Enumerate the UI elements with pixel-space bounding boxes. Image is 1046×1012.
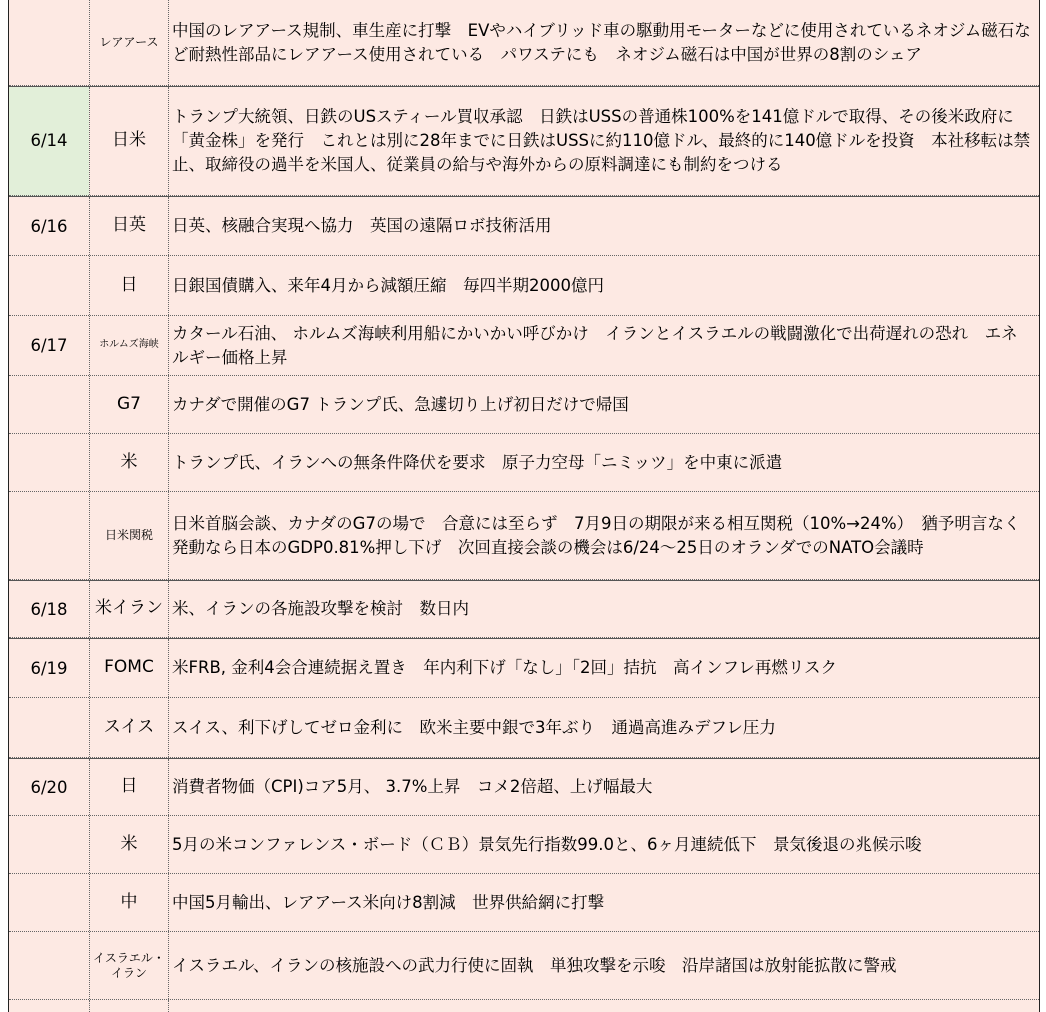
date-label: 6/14 bbox=[30, 131, 68, 150]
news-cell: 中国のレアアース規制、車生産に打撃 EVやハイブリッド車の駆動用モーターなどに使用されているネオジム磁石など耐熱性部品にレアアース使用されている パワステにも ネオジム磁石は中国が世界の8割のシェア bbox=[172, 20, 1031, 64]
category-cell: G7 bbox=[89, 376, 169, 433]
category-cell: 日 bbox=[89, 256, 169, 315]
table-row bbox=[9, 0, 1039, 86]
table-row bbox=[9, 932, 1039, 1000]
category-cell: 米 bbox=[89, 434, 169, 491]
date-label: 6/16 bbox=[30, 217, 68, 236]
news-cell: 中国5月輸出、レアアース米向け8割減 世界供給網に打撃 bbox=[172, 892, 605, 912]
category-cell: FOMC bbox=[89, 639, 169, 697]
category-cell: スイス bbox=[89, 698, 169, 757]
category-cell: 日米 bbox=[89, 87, 169, 195]
table-row bbox=[9, 256, 1039, 316]
table-row bbox=[9, 434, 1039, 492]
category-cell: レアアース bbox=[89, 0, 169, 85]
news-cell: カタール石油、 ホルムズ海峡利用船にかいかい呼びかけ イランとイスラエルの戦闘激化で出荷遅れの恐れ エネルギー価格上昇 bbox=[172, 323, 1018, 367]
news-cell: イスラエル、イランの核施設への武力行使に固執 単独攻撃を示唆 沿岸諸国は放射能拡散に警戒 bbox=[172, 955, 897, 975]
category-cell-empty bbox=[89, 1000, 169, 1012]
category-cell: 日英 bbox=[89, 197, 169, 255]
table-row bbox=[9, 86, 1039, 196]
news-cell: 米FRB, 金利4会合連続据え置き 年内利下げ「なし」「2回」拮抗 高インフレ再燃リスク bbox=[172, 658, 838, 677]
news-cell: 5月の米コンファレンス・ボード（ＣＢ）景気先行指数99.0と、6ヶ月連続低下 景気後退の兆候示唆 bbox=[172, 834, 922, 854]
news-cell: トランプ氏、イランへの無条件降伏を要求 原子力空母「ニミッツ」を中東に派遣 bbox=[172, 452, 783, 472]
table-row bbox=[9, 698, 1039, 758]
news-cell: 日銀国債購入、来年4月から減額圧縮 毎四半期2000億円 bbox=[172, 275, 604, 295]
table-row bbox=[9, 638, 1039, 698]
table-row bbox=[9, 196, 1039, 256]
news-cell: 消費者物価（CPI)コア5月、 3.7%上昇 コメ2倍超、上げ幅最大 bbox=[172, 777, 653, 796]
news-cell: 日英、核融合実現へ協力 英国の遠隔ロボ技術活用 bbox=[172, 216, 552, 235]
news-cell: 日米首脳会談、カナダのG7の場で 合意には至らず 7月9日の期限が来る相互関税（10%→24%） 猶予明言なく 発動なら日本のGDP0.81%押し下げ 次回直接会談の機会は6/24～25日のオランダでのNATO会議時 bbox=[172, 513, 1037, 557]
table-row bbox=[9, 376, 1039, 434]
date-label: 6/19 bbox=[30, 659, 68, 678]
date-label: 6/18 bbox=[30, 600, 68, 619]
table-row bbox=[9, 492, 1039, 580]
category-cell: ホルムズ海峡 bbox=[89, 316, 169, 375]
news-cell: カナダで開催のG7 トランプ氏、急遽切り上げ初日だけで帰国 bbox=[172, 394, 629, 414]
table-row bbox=[9, 816, 1039, 874]
category-cell: 中 bbox=[89, 874, 169, 931]
category-cell: 日 bbox=[89, 759, 169, 815]
category-cell: 米イラン bbox=[89, 581, 169, 637]
table-row bbox=[9, 874, 1039, 932]
news-cell: トランプ大統領、日鉄のUSスティール買収承認 日鉄はUSSの普通株100%を141億ドルで取得、その後米政府に「黄金株」を発行 これとは別に28年までに日鉄はUSSに約110億ドル、最終的に140億ドルを投資 本社移転は禁止、取締役の過半を米国人、従業員の給与や海外からの原料調達にも制約をつける bbox=[172, 107, 1031, 174]
date-label: 6/20 bbox=[30, 778, 68, 797]
news-cell: 米、イランの各施設攻撃を検討 数日内 bbox=[172, 599, 469, 618]
category-cell: イスラエル・イラン bbox=[89, 932, 169, 999]
table-row-partial bbox=[9, 1000, 1039, 1012]
news-cell: スイス、利下げしてゼロ金利に 欧米主要中銀で3年ぶり 通過高進みデフレ圧力 bbox=[172, 717, 776, 737]
date-label: 6/17 bbox=[30, 336, 68, 355]
table-row bbox=[9, 580, 1039, 638]
category-cell: 日米関税 bbox=[89, 492, 169, 579]
table-row bbox=[9, 758, 1039, 816]
news-table bbox=[8, 0, 1040, 1012]
table-row bbox=[9, 316, 1039, 376]
category-cell: 米 bbox=[89, 816, 169, 873]
